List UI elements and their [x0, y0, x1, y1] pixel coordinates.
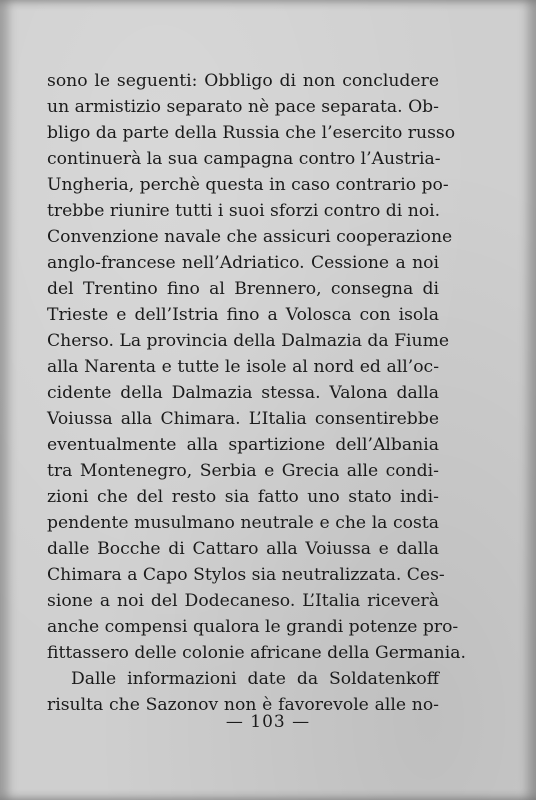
text-line: Chimara a Capo Stylos sia neutralizzata. Ces-	[47, 565, 445, 585]
text-line: zioni che del resto sia fatto uno stato indi-	[47, 487, 439, 507]
page-number: — 103 —	[225, 712, 311, 732]
text-line: trebbe riunire tutti i suoi sforzi contro di noi.	[47, 201, 441, 221]
text-line: anglo-francese nell’Adriatico. Cessione a noi	[47, 253, 439, 273]
text-line: sono le seguenti: Obbligo di non concludere	[47, 71, 439, 91]
text-line: fittassero delle colonie africane della Germania.	[47, 643, 466, 663]
text-line: pendente musulmano neutrale e che la costa	[47, 513, 439, 533]
text-line: alla Narenta e tutte le isole al nord ed all’oc-	[47, 357, 439, 377]
text-line: Trieste e dell’Istria fino a Volosca con isola	[47, 305, 439, 325]
text-line: anche compensi qualora le grandi potenze pro-	[47, 617, 459, 637]
body-text	[47, 68, 466, 718]
text-line: tra Montenegro, Serbia e Grecia alle condi-	[47, 461, 439, 481]
text-line: Ungheria, perchè questa in caso contrario po-	[47, 175, 449, 195]
text-line: Cherso. La provincia della Dalmazia da Fiume	[47, 331, 450, 351]
text-line: dalle Bocche di Cattaro alla Voiussa e dalla	[47, 539, 439, 559]
text-line: Voiussa alla Chimara. L’Italia consentirebbe	[47, 409, 439, 429]
text-line: del Trentino fino al Brennero, consegna di	[47, 279, 439, 299]
text-line: eventualmente alla spartizione dell’Albania	[47, 435, 439, 455]
text-line: Convenzione navale che assicuri cooperazione	[47, 227, 453, 247]
text-line: continuerà la sua campagna contro l’Austria-	[47, 149, 441, 169]
paragraph-start-line: Dalle informazioni date da Soldatenkoff	[71, 669, 439, 689]
text-line: sione a noi del Dodecaneso. L’Italia riceverà	[47, 591, 439, 611]
text-line: un armistizio separato nè pace separata. Ob-	[47, 97, 439, 117]
text-line: risulta che Sazonov non è favorevole alle no-	[47, 695, 439, 715]
text-line: bligo da parte della Russia che l’esercito russo	[47, 123, 456, 143]
text-line: cidente della Dalmazia stessa. Valona dalla	[47, 383, 439, 403]
